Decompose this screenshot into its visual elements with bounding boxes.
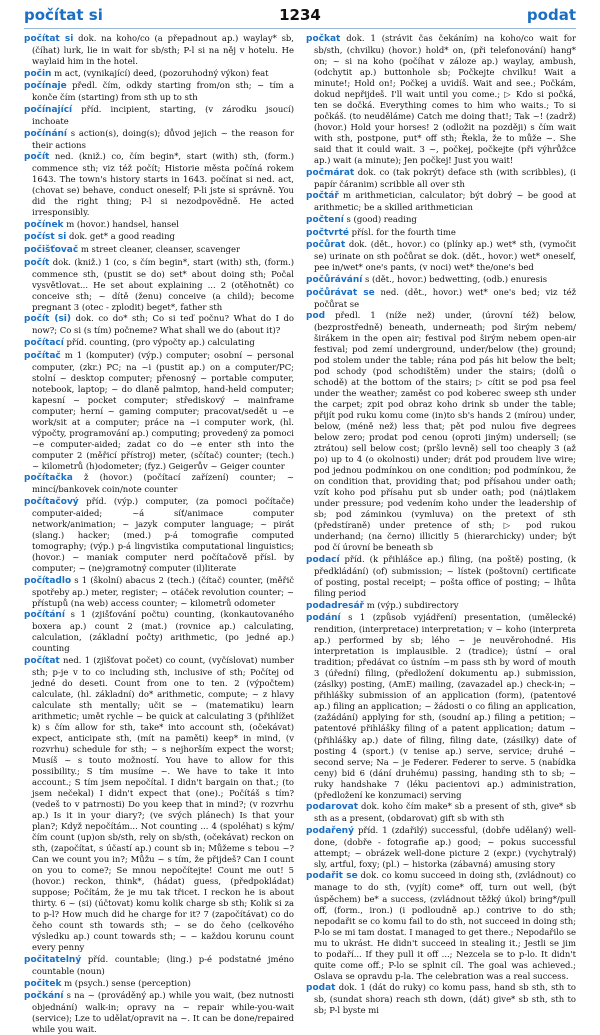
- dictionary-entry: [24, 313, 294, 336]
- dictionary-entry: [306, 310, 576, 553]
- entry-headword: počítat si: [24, 34, 74, 44]
- entry-headword: počínaje: [24, 81, 67, 92]
- entry-headword: počítadlo: [24, 575, 72, 586]
- dictionary-entry: [306, 554, 576, 599]
- entry-definition: ž (hovor.) (počítací zařízení) counter; ~ mincí/bankovek coin/note counter: [32, 472, 295, 495]
- dictionary-entry: [24, 990, 294, 1035]
- entry-headword: podání: [306, 613, 341, 624]
- entry-definition: příd. counting, (pro výpočty ap.) calculating: [66, 336, 255, 347]
- right-column: [306, 33, 577, 1016]
- entry-definition: s (dět., hovor.) bedwetting, (odb.) enuresis: [365, 273, 548, 284]
- dictionary-entry: [24, 350, 294, 472]
- entry-headword: podařený: [306, 825, 354, 836]
- entry-definition: s 1 (způsob vyjádření) presentation, (umělecké) rendition, (interpretace) interpretation; v ~ koho (interpreta ap.) performed by sb; lého ~ je neuvěrohodné. His interpretation is implausible. 2 (tradice); ústní ~ oral tradition; předávat co ústním ~m pass sth by word of mouth 3 (úřední) filing, (předložení dokumentu ap.) submission, (záslky) posting, (AmE) mailing, (zavazadel ap.) check-in; ~ přihlášky submission of an application (form), (patentové ap.) filing an application; ~ žádosti o co filing an application, (zažádání) applying for sth, (soudní ap.) filing a petition; ~ patentové přihlášky filing of a patent application; datum ~ (přihlášky ap.) date of filing, filing date, (zásilky) date of posting 4 (sport.) (v tenise ap.) serve, service; druhé ~ second serve; Na ~ je Federer. Federer to serve. 5 (nabídka ceny) bid 6 (dání druhému) passing, handing sth to sb; ~ ruky handshake 7 (léku pacientovi ap.) administration, (předložení ke konzumaci) serving: [314, 612, 576, 800]
- columns: [24, 29, 577, 1035]
- entry-definition: dok. na koho/co (a přepadnout ap.) waylay* sb, (číhat) lurk, lie in wait for sb/sth; P-l si na něj v hotelu. He waylaid him in the hotel.: [32, 33, 294, 67]
- dictionary-entry: [24, 231, 294, 243]
- entry-definition: dok. co do* sth; Co si teď počnu? What do I do now?; Co si (s tím) počneme? What shall we do (about it)?: [32, 313, 295, 336]
- entry-definition: příd. incipient, starting, (v zárodku jsoucí) inchoate: [32, 103, 294, 126]
- entry-definition: ned. (kniž.) co, čím begin*, start (with) sth, (form.) commence sth; viz též počít; Historie města počíná rokem 1643. The town's history starts in 1643. počínat si ned. act, (chovat se) behave, conduct oneself; P-li jste si správně. You did the right thing; P-l si nezodpovědně. He acted irresponsibly.: [32, 151, 294, 218]
- entry-definition: m (psych.) sense (perception): [64, 977, 191, 988]
- entry-headword: počítací: [24, 337, 64, 348]
- entry-definition: ned. (dět., hovor.) wet* one's bed; viz též počůrat se: [314, 286, 577, 309]
- dictionary-entry: [24, 575, 294, 609]
- dictionary-entry: [306, 982, 576, 1016]
- entry-headword: podadresář: [306, 600, 364, 611]
- dictionary-entry: [306, 801, 576, 824]
- dictionary-entry: [306, 825, 576, 870]
- dictionary-entry: [306, 190, 576, 213]
- entry-definition: s (good) reading: [346, 214, 417, 225]
- entry-definition: dok. 1 (dát do ruky) co komu pass, hand sb sth, sth to sb, (sundat shora) reach sth down, (dát) give* sb sth, sth to sb; P-l byste mi: [314, 982, 576, 1016]
- header-left-headword: počítat si: [24, 6, 103, 24]
- entry-headword: počišťovač: [24, 245, 79, 256]
- entry-headword: počíst si: [24, 232, 67, 243]
- entry-headword: počítání: [24, 610, 65, 621]
- dictionary-entry: [24, 68, 294, 80]
- entry-definition: dok. 1 (strávit čas čekáním) na koho/co wait for sb/sth, (chvilku) (hovor.) hold* on, (při telefonování) hang* on; ~ si na koho (počíhat v záloze ap.) waylay, ambush, (odchytit ap.) buttonhole sb; Počkejte chvilku! Wait a minute!; Hold on!; Počkej a uvidíš. Wait and see.; Počkám, dokud nepřijdeš. I'll wait until you come.; ▷ Kdo si počká, ten se dočká. Everything comes to him who waits.; To si počkáš. (to neuděláme) Catch me doing that!; Tak ~! (zadrž) (hovor.) Hold your horses! 2 (odložit na později) s čím wait with sth, postpone, put* off sth; Řekla, že to může ~. She said that it could wait. 3 ~, počkej, počkejte (při výhrůžce ap.) wait (a minute); Jen počkej! Just you wait!: [314, 33, 576, 166]
- entry-headword: počítačka: [24, 473, 73, 484]
- entry-definition: dok. (kniž.) 1 (co, s čím begin*, start (with) sth, (form.) commence sth, (pustit se do) set* about doing sth; Počal vysvětlovat... He set about explaining ... 2 (otěhotnět) co conceive sth; ~ dítě (ženu) conceive (a child); become pregnant 3 (otec - zplodit) beget*, father sth: [32, 256, 294, 312]
- entry-headword: pod: [306, 311, 326, 322]
- dictionary-entry: [24, 609, 294, 654]
- dictionary-entry: [24, 257, 294, 313]
- entry-headword: počin: [24, 68, 52, 79]
- entry-headword: počítačový: [24, 496, 79, 507]
- entry-definition: dok. get* a good reading: [68, 231, 175, 242]
- entry-headword: počínek: [24, 219, 64, 230]
- dictionary-entry: [24, 472, 294, 495]
- dictionary-entry: [306, 33, 576, 166]
- entry-headword: podarovat: [306, 802, 359, 813]
- entry-headword: počkat: [306, 34, 341, 44]
- dictionary-entry: [24, 954, 294, 977]
- entry-headword: počít: [24, 257, 50, 268]
- entry-definition: m 1 (komputer) (výp.) computer; osobní ~ personal computer, (zkr.) PC; na ~i (pustit ap.) on a computer/PC; stolní ~ desktop computer; přenosný ~ portable computer, notebook, laptop; ~ do dlaně palmtop, hand-held computer; kapesní ~ pocket computer; střediskový ~ mainframe computer; herní ~ gaming computer; pracovat/sedět u ~e work/sit at a computer; práce na ~i computer work, (hl. výpočty, programování ap.) computing; provedený za pomoci ~e computer-aided; zadat co do ~e enter sth into the computer 2 (měřicí přístroj) meter, (sčítač) counter; (tech.) ~ kilometrů (h)odometer; (fyz.) Geigerův ~ Geiger counter: [32, 349, 295, 471]
- entry-definition: m arithmetician, calculator; být dobrý ~ be good at arithmetic; be a skilled arithmetician: [314, 190, 576, 213]
- entry-definition: předl. čím, odkdy starting from/on sth; ~ tím a konče čím (starting) from sth up to sth: [32, 80, 294, 103]
- entry-headword: počtvrté: [306, 227, 349, 238]
- entry-headword: počít: [24, 152, 50, 163]
- dictionary-entry: [306, 214, 576, 226]
- entry-headword: počít (si): [24, 314, 72, 325]
- entry-definition: dok. co komu succeed in doing sth, (zvládnout) co manage to do sth, (vyjít) come* off, turn out well, (být úspěchem) be* a success, (zvládnout těžký úkol) bring*/pull off, (form., iron.) (i podloudně ap.) contrive to do sth; nepodařit se co komu fail to do sth, not succeed in doing sth; P-lo se mi tam dostat. I managed to get there.; Nepodařilo se mu to ukrást. He didn't succeed in stealing it.; Jestli se jim to podaří... If they pull it off ...; Nezcela se to p-lo. It didn't quite come off.; P-lo se splnit cíl. The goal was achieved.; Oslava se opravdu p-la. The celebration was a real success.: [314, 870, 576, 981]
- entry-headword: podařit se: [306, 871, 358, 882]
- entry-definition: příd. countable; (ling.) p-é podstatné jméno countable (noun): [32, 953, 294, 976]
- dictionary-entry: [24, 219, 294, 231]
- entry-definition: předl. 1 (níže než) under, (úrovní též) below, (bezprostředně) beneath, underneath; pod širým nebem/širákem in the open air; festival pod širým nebem open-air festival; pod zemí underground, under/below (the) ground; pod stolem under the table; rána pod pás hit below the belt; pod schody (pod schodištěm) under the stairs; (dolů o schodě) at the bottom of the stairs; ▷ cítit se pod psa feel under the weather; zaměst co pod koberec sweep sth under the carpet; zpit pod obraz koho drink sb under the table; přijít pod ruku komu come (in)to sb's hands 2 (mírou) under, below, (méně než) less that; pět pod nulou five degrees below zero; prodat pod cenou (oproti jiným) undersell; (se ztrátou) sell below cost; (pršlo levně) sell too cheaply 3 (až po) up to 4 (o okolnosti) under; drát pod proudem live wire; pod jednou podmínkou on one condition; pod podmínkou, že on condition that, providing that; pod přísahou under oath; vzít koho pod přísahu put sb under oath; pod (ná)tlakem under pressure; pod vedením koho under the leadership of sb; pod záminkou (vymluva) on the pretext of sth (předstíraně) under pretence of sth; ▷ pod rukou underhand; (na černo) illicitly 5 (hierarchicky) under; být pod čí úrovní be beneath sb: [314, 310, 576, 553]
- entry-headword: počtení: [306, 215, 344, 226]
- dictionary-entry: [306, 287, 576, 310]
- entry-definition: příd. 1 (zdařilý) successful, (dobře udělaný) well-done, (dobře - fotografie ap.) good; ~ pokus successful attempt; ~ obrázek well-done picture 2 (expr.) (vychytralý) sly, artful, foxy; (pl.) ~ historka (zábavná) amusing story: [314, 824, 576, 869]
- entry-headword: počůrávání: [306, 274, 363, 285]
- entry-headword: počínající: [24, 104, 73, 115]
- entry-headword: počkání: [24, 991, 64, 1002]
- entry-definition: m act, (vynikající) deed, (pozoruhodný výkon) feat: [54, 67, 269, 78]
- entry-definition: přísl. for the fourth time: [351, 226, 456, 237]
- entry-definition: s na ~ (prováděný ap.) while you wait, (bez nutnosti objednání) walk-in; opravy na ~ repair while-you-wait (service); Lze to udělat/opravit na ~. It can be done/repaired while you wait.: [32, 990, 295, 1035]
- entry-headword: počínání: [24, 128, 68, 139]
- dictionary-entry: [24, 80, 294, 103]
- entry-headword: počmárat: [306, 167, 355, 178]
- page-header: [24, 0, 576, 29]
- dictionary-entry: [24, 128, 294, 151]
- entry-definition: s 1 (školní) abacus 2 (tech.) (čítač) counter, (měřič spotřeby ap.) meter, register; ~ otáček revolution counter; ~ přístupů (na web) access counter; ~ kilometrů odometer: [32, 574, 294, 608]
- entry-headword: počůrat: [306, 240, 346, 251]
- entry-definition: příd. (výp.) computer, (za pomoci počítače) computer-aided; ~á síť/animace computer network/animation; ~ jazyk computer language; ~ pirát (slang.) hacker; (med.) p-á tomografie computed tomography; (výp.) p-á lingvistika computational linguistics; (hovor.) ~ maniak computer nerd počítačově přísl. by computer; ~ (ne)gramotný computer (il)literate: [32, 495, 294, 574]
- dictionary-entry: [24, 33, 294, 67]
- entry-definition: dok. co (tak pokrýt) deface sth (with scribbles), (i papír čáranim) scribble all over sth: [314, 166, 576, 189]
- dictionary-entry: [306, 274, 576, 286]
- entry-headword: podací: [306, 555, 340, 566]
- entry-headword: počůrávat se: [306, 287, 375, 298]
- dictionary-entry: [306, 227, 576, 239]
- entry-headword: počítat: [24, 655, 60, 666]
- dictionary-entry: [306, 870, 576, 981]
- dictionary-entry: [306, 600, 576, 612]
- dictionary-entry: [24, 978, 294, 990]
- dictionary-entry: [306, 167, 576, 190]
- entry-definition: m street cleaner, cleanser, scavenger: [80, 244, 241, 255]
- header-right-headword: podat: [526, 6, 576, 24]
- dictionary-entry: [24, 104, 294, 127]
- entry-headword: počtář: [306, 191, 339, 202]
- dictionary-entry: [24, 244, 294, 256]
- entry-definition: m (výp.) subdirectory: [366, 599, 459, 610]
- entry-headword: počítač: [24, 350, 61, 361]
- dictionary-entry: [24, 151, 294, 218]
- entry-definition: s 1 (zjišťování počtu) counting, (konkautovaného boxera ap.) count 2 (mat.) (rovnice ap.) calculating, calculation, (základní počty) arithmetic, (po jedné ap.) counting: [32, 609, 294, 654]
- dictionary-entry: [24, 337, 294, 349]
- entry-definition: m (hovor.) handsel, hansel: [66, 218, 179, 229]
- entry-definition: s action(s), doing(s); důvod jejich ~ the reason for their actions: [32, 127, 294, 150]
- entry-definition: dok. (dět., hovor.) co (plínky ap.) wet* sth, (vymočit se) urinate on sth počůrat se dok. (dět., hovor.) wet* oneself, pee in/wet* one's pants, (v noci) wet* the/one's bed: [314, 239, 577, 273]
- entry-definition: ned. 1 (zjišťovat počet) co count, (vyčíslovat) number sth; p-je v to co including sth, inclusive of sth; Počítej od jedné do deseti. Count from one to ten. 2 (výpočtem) calculate, (hl. základní) do* arithmetic, compute; ~ z hlavy calculate sth mentally; učit se ~ (matematiku) learn arithmetic; umět rychle ~ be quick at calculating 3 (přihlížet k) s čím allow for sth, take* into account sth, (očekávat) expect, anticipate sth, (mít na paměti) keep* in mind, (v rozvrhu) schedule for sth; ~ s nejhorším expect the worst; Musíš ~ s touto možností. You have to allow for this possibility.; S tím musíme ~. We have to take it into account.; S tím jsem nepočítal. I didn't bargain on that.; (to jsem nečekal) I didn't expect that (one).; Počítáš s tím? (vedeš to v patrnosti) Do you keep that in mind?; (v rozvrhu ap.) Is it in your diary?; (ve svých plánech) Is that your plan?; Když nepočítám... Not counting ... 4 (spoléhat) s kým/čím count (up)on sb/sth, rely on sb/sth, (očekávat) reckon on sth, (započítat, s účastí ap.) count sb in; Můžeme s tebou ~? Can we count you in?; Můžu ~ s tím, že přijdeš? Can I count on you to come?; Se mnou nepočítejte! Count me out! 5 (hovor.) reckon, think*, (hádat) guess, (předpokládat) suppose; Počítám, že je mu tak třicet. I reckon he is about thirty. 6 ~ (si) (účtovat) komu kolik charge sb sth; Kolik si za to p-l? How much did he charge for it? 7 (započítávat) co do čeho count sth towards sth; ~ se do čeho (celkového výsledku ap.) count towards sth; ~ ~ každou korunu count every penny: [32, 654, 295, 953]
- dictionary-entry: [24, 655, 294, 953]
- dictionary-entry: [306, 239, 576, 273]
- entry-definition: příd. (k přihlášce ap.) filing, (na poště) posting, (k předkládání) (of) submission; ~ lístek (poštovní) certificate of posting, postal receipt; ~ pošta office of posting; ~ lhůta filing period: [314, 554, 577, 599]
- entry-headword: počitatelný: [24, 954, 82, 965]
- entry-headword: počitek: [24, 978, 62, 989]
- entry-headword: podat: [306, 983, 336, 994]
- left-column: [24, 33, 295, 1035]
- page-number: 1234: [279, 6, 321, 24]
- dictionary-entry: [306, 612, 576, 800]
- entry-definition: dok. koho čím make* sb a present of sth, give* sb sth as a present, (obdarovat) gift sb with sth: [314, 801, 576, 824]
- dictionary-entry: [24, 496, 294, 574]
